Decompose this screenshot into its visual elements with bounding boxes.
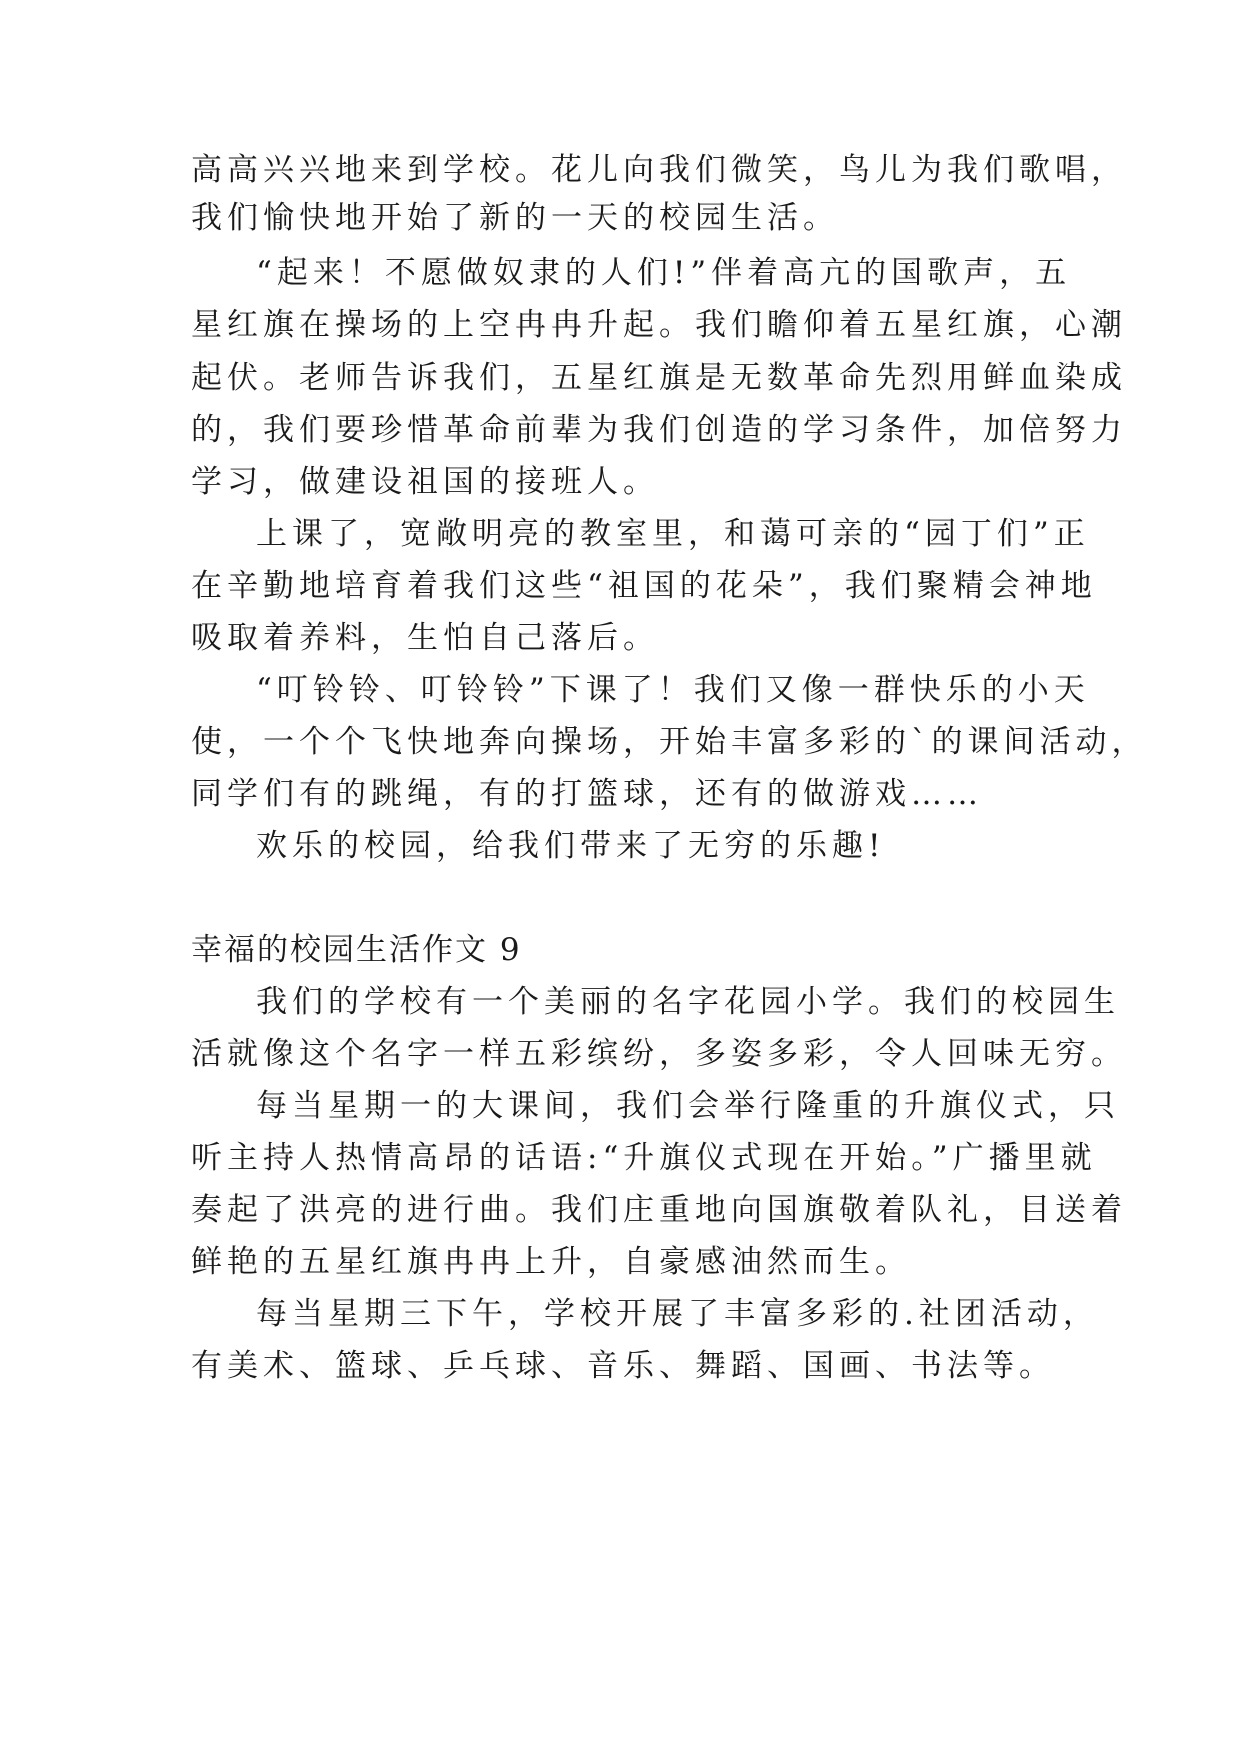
- paragraph-line: 学习，做建设祖国的接班人。: [191, 464, 659, 500]
- section-title: 幸福的校园生活作文 9: [191, 932, 522, 968]
- paragraph-line: 每当星期三下午，学校开展了丰富多彩的.社团活动，: [256, 1296, 1099, 1332]
- paragraph-line: 活就像这个名字一样五彩缤纷，多姿多彩，令人回味无穷。: [191, 1036, 1127, 1072]
- paragraph-line: 我们愉快地开始了新的一天的校园生活。: [191, 200, 839, 236]
- paragraph-line: 高高兴兴地来到学校。花儿向我们微笑，鸟儿为我们歌唱，: [191, 152, 1127, 188]
- paragraph-line: 起伏。老师告诉我们，五星红旗是无数革命先烈用鲜血染成: [191, 360, 1127, 396]
- paragraph-line: 我们的学校有一个美丽的名字花园小学。我们的校园生: [256, 984, 1120, 1020]
- paragraph-line: 星红旗在操场的上空冉冉升起。我们瞻仰着五星红旗，心潮: [191, 307, 1127, 343]
- paragraph-line: 每当星期一的大课间，我们会举行隆重的升旗仪式，只: [256, 1088, 1120, 1124]
- paragraph-line: 上课了，宽敞明亮的教室里，和蔼可亲的“园丁们”正: [256, 516, 1090, 552]
- paragraph-line: 欢乐的校园，给我们带来了无穷的乐趣!: [256, 828, 886, 864]
- paragraph-line: 在辛勤地培育着我们这些“祖国的花朵”，我们聚精会神地: [191, 568, 1097, 604]
- paragraph-line: 鲜艳的五星红旗冉冉上升，自豪感油然而生。: [191, 1244, 911, 1280]
- paragraph-line: 听主持人热情高昂的话语:“升旗仪式现在开始。”广播里就: [191, 1140, 1097, 1176]
- paragraph-line: 奏起了洪亮的进行曲。我们庄重地向国旗敬着队礼，目送着: [191, 1192, 1127, 1228]
- paragraph-line: 同学们有的跳绳，有的打篮球，还有的做游戏……: [191, 776, 983, 812]
- paragraph-line: 使，一个个飞快地奔向操场，开始丰富多彩的`的课间活动，: [191, 724, 1148, 760]
- paragraph-line: “叮铃铃、叮铃铃”下课了！我们又像一群快乐的小天: [256, 672, 1090, 708]
- paragraph-line: “起来！不愿做奴隶的人们!”伴着高亢的国歌声，五: [256, 255, 1072, 291]
- paragraph-line: 的，我们要珍惜革命前辈为我们创造的学习条件，加倍努力: [191, 412, 1127, 448]
- paragraph-line: 吸取着养料，生怕自己落后。: [191, 620, 659, 656]
- paragraph-line: 有美术、篮球、乒乓球、音乐、舞蹈、国画、书法等。: [191, 1348, 1055, 1384]
